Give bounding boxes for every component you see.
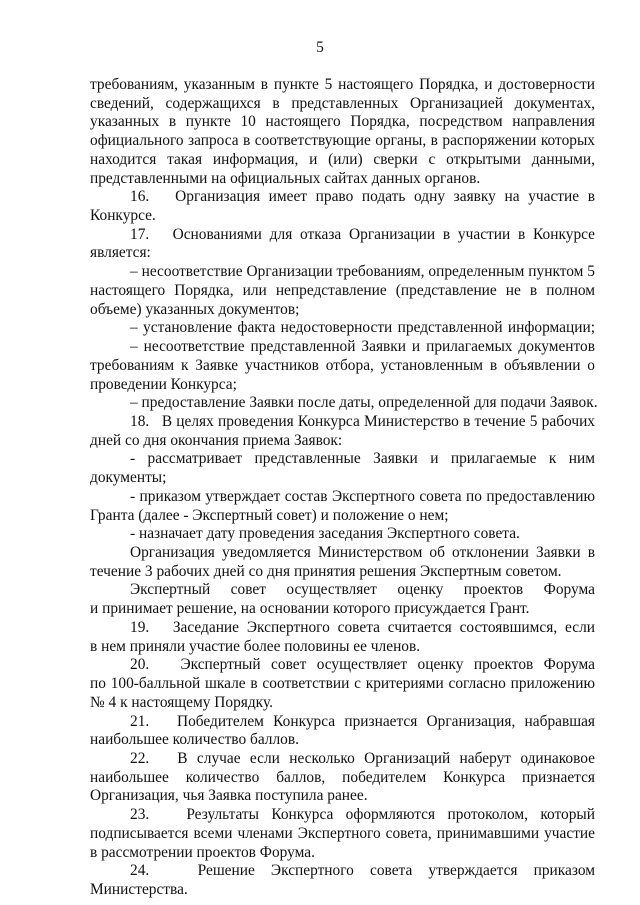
- text-line: по 100-балльной шкале в соответствии с критериями согласно приложению: [90, 675, 595, 693]
- text-line: требованиям, указанным в пункте 5 настоящего Порядка, и достоверности: [90, 76, 595, 93]
- text-line: требованиям к Заявке участников отбора, установленным в объявлении о: [90, 356, 595, 374]
- text-line: официального запроса в соответствующие органы, в распоряжении которых: [90, 132, 595, 150]
- text-line: течение 3 рабочих дней со дня принятия решения Экспертным советом.: [90, 562, 562, 580]
- text-line: Гранта (далее - Экспертный совет) и положение о нем;: [90, 506, 449, 524]
- text-line: в рассмотрении проектов Форума.: [90, 843, 315, 861]
- text-line: в нем приняли участие более половины ее членов.: [90, 637, 421, 655]
- text-line: – предоставление Заявки после даты, определенной для подачи Заявок.: [130, 394, 598, 412]
- text-line: - рассматривает представленные Заявки и прилагаемые к ним: [130, 450, 595, 468]
- text-line: № 4 к настоящему Порядку.: [90, 693, 273, 711]
- text-line: документы;: [90, 469, 167, 487]
- text-line: наибольшее количество баллов.: [90, 731, 299, 749]
- text-line: наибольшее количество баллов, победителем Конкурса признается: [90, 768, 595, 786]
- text-line: – несоответствие представленной Заявки и прилагаемых документов: [130, 338, 595, 356]
- text-line: 20. Экспертный совет осуществляет оценку проектов Форума: [130, 656, 595, 674]
- text-line: проведении Конкурса;: [90, 375, 237, 393]
- text-line: Министерства.: [90, 881, 188, 898]
- page-number: 5: [316, 39, 324, 56]
- text-line: 21. Победителем Конкурса признается Организация, набравшая: [130, 712, 595, 730]
- text-line: и принимает решение, на основании которого присуждается Грант.: [90, 600, 530, 618]
- text-line: 18. В целях проведения Конкурса Министерство в течение 5 рабочих: [130, 412, 595, 430]
- text-line: 22. В случае если несколько Организаций наберут одинаковое: [130, 749, 595, 767]
- text-line: – несоответствие Организации требованиям, определенным пунктом 5: [130, 263, 595, 281]
- text-line: находится такая информация, и (или) сверки с открытыми данными,: [90, 150, 595, 168]
- text-line: указанных в пункте 10 настоящего Порядка, посредством направления: [90, 113, 595, 131]
- text-line: Экспертный совет осуществляет оценку проектов Форума: [130, 581, 595, 599]
- text-line: 16. Организация имеет право подать одну заявку на участие в: [130, 188, 595, 206]
- text-line: 17. Основаниями для отказа Организации в участии в Конкурсе: [130, 225, 595, 243]
- text-line: является:: [90, 244, 151, 262]
- text-line: дней со дня окончания приема Заявок:: [90, 431, 343, 449]
- text-line: сведений, содержащихся в представленных Организацией документах,: [90, 94, 595, 112]
- text-line: объеме) указанных документов;: [90, 300, 300, 318]
- text-line: - приказом утверждает состав Экспертного совета по предоставлению: [130, 487, 595, 505]
- text-line: 23. Результаты Конкурса оформляются протоколом, который: [130, 806, 595, 824]
- text-line: подписывается всеми членами Экспертного совета, принимавшими участие: [90, 824, 595, 842]
- text-line: Организация уведомляется Министерством об отклонении Заявки в: [130, 544, 595, 562]
- text-line: 24. Решение Экспертного совета утверждается приказом: [130, 862, 595, 880]
- text-line: Организация, чья Заявка поступила ранее.: [90, 787, 368, 805]
- text-line: 19. Заседание Экспертного совета считается состоявшимся, если: [130, 618, 595, 636]
- text-line: - назначает дату проведения заседания Экспертного совета.: [130, 525, 520, 543]
- text-line: – установление факта недостоверности представленной информации;: [130, 319, 595, 337]
- text-line: настоящего Порядка, или непредставление (представление не в полном: [90, 281, 595, 299]
- text-line: Конкурсе.: [90, 207, 156, 225]
- text-line: представленными на официальных сайтах данных органов.: [90, 169, 481, 187]
